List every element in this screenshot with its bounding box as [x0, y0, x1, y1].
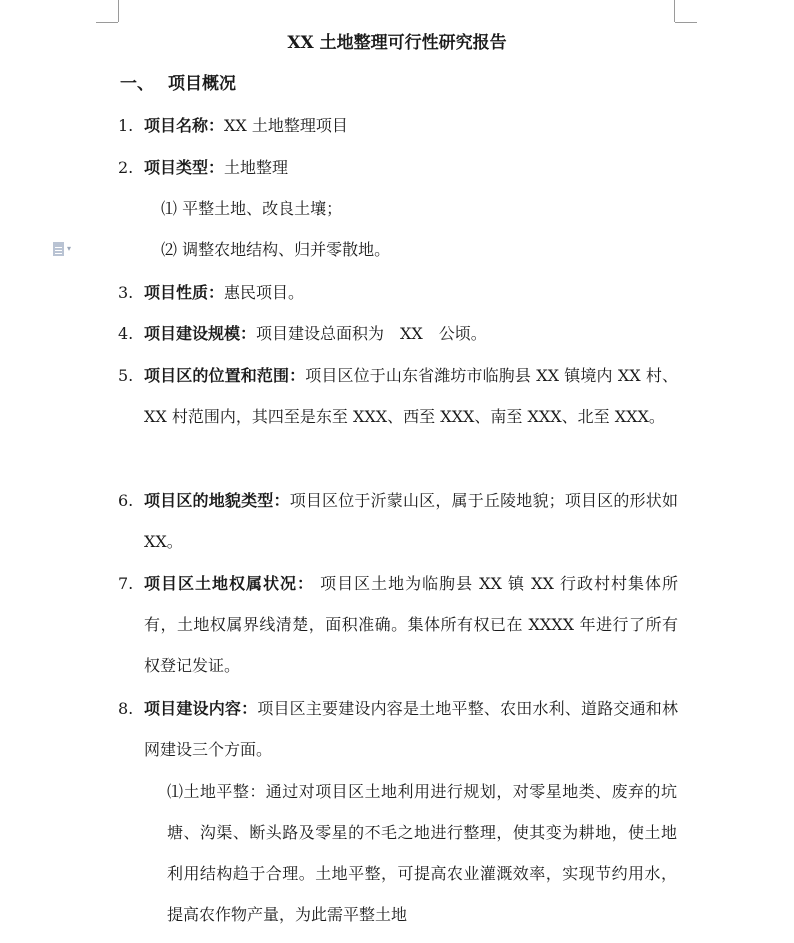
type-subitem: ⑵ 调整农地结构、归并零散地。 [161, 240, 391, 259]
item-key: 项目区土地权属状况： [144, 574, 314, 593]
section-number: 一、 [120, 74, 154, 94]
item-text: 项目区土地为临朐县 XX 镇 XX 行政村村集体所有，土地权属界线清楚，面积准确。集体所有权已在 XXXX 年进行了所有权登记发证。 [144, 574, 678, 675]
item-number: 8. [118, 699, 134, 718]
item-key: 项目名称： [144, 116, 225, 135]
content-subitem: ⑴土地平整：通过对项目区土地利用进行规划，对零星地类、废弃的坑塘、沟渠、断头路及零星的不毛之地进行整理，使其变为耕地，使土地利用结构趋于合理。土地平整，可提高农业灌溉效率，实现节约用水，提高农作物产量，为此需平整土地 [167, 782, 677, 924]
crop-mark-top-left-horizontal [96, 22, 118, 23]
item-number: 4. [118, 324, 134, 343]
list-item [118, 147, 678, 188]
item-key: 项目性质： [144, 283, 225, 302]
item-number: 7. [118, 574, 134, 593]
item-number: 6. [118, 491, 134, 510]
section-heading [120, 71, 236, 97]
type-subitem: ⑴ 平整土地、改良土壤； [161, 199, 343, 218]
item-text: 土地整理 [224, 158, 289, 177]
list-item [118, 563, 678, 686]
list-item [118, 688, 678, 770]
item-key: 项目类型： [144, 158, 225, 177]
crop-mark-top-right-vertical [674, 0, 675, 22]
item-text: 项目区主要建设内容是土地平整、农田水利、道路交通和林网建设三个方面。 [144, 699, 678, 759]
item-number: 3. [118, 283, 134, 302]
item-text: 项目区位于山东省潍坊市临朐县 XX 镇境内 XX 村、XX 村范围内，其四至是东至 XXX、西至 XXX、南至 XXX、北至 XXX。 [144, 366, 678, 426]
crop-mark-top-left-vertical [118, 0, 119, 22]
item-text: 项目建设总面积为 XX 公顷。 [256, 324, 487, 343]
section-title: 项目概况 [168, 74, 236, 94]
item-key: 项目区的地貌类型： [144, 491, 290, 510]
item-number: 5. [118, 366, 134, 385]
list-item [118, 313, 678, 354]
item-number: 1. [118, 116, 134, 135]
item-key: 项目建设规模： [144, 324, 257, 343]
item-key: 项目区的位置和范围： [144, 366, 306, 385]
list-item [118, 480, 678, 562]
document-title: XX 土地整理可行性研究报告 [287, 33, 507, 53]
item-number: 2. [118, 158, 134, 177]
item-text: 项目区位于沂蒙山区，属于丘陵地貌；项目区的形状如 XX。 [144, 491, 678, 551]
list-item [118, 105, 678, 146]
document-icon[interactable] [53, 241, 79, 257]
item-key: 项目建设内容： [144, 699, 258, 718]
chevron-down-icon: ▾ [67, 244, 72, 253]
list-item [118, 272, 678, 313]
item-text: XX 土地整理项目 [224, 116, 348, 135]
item-text: 惠民项目。 [224, 283, 305, 302]
list-item [118, 355, 678, 437]
crop-mark-top-right-horizontal [675, 22, 697, 23]
document-sheet-icon [53, 242, 64, 256]
